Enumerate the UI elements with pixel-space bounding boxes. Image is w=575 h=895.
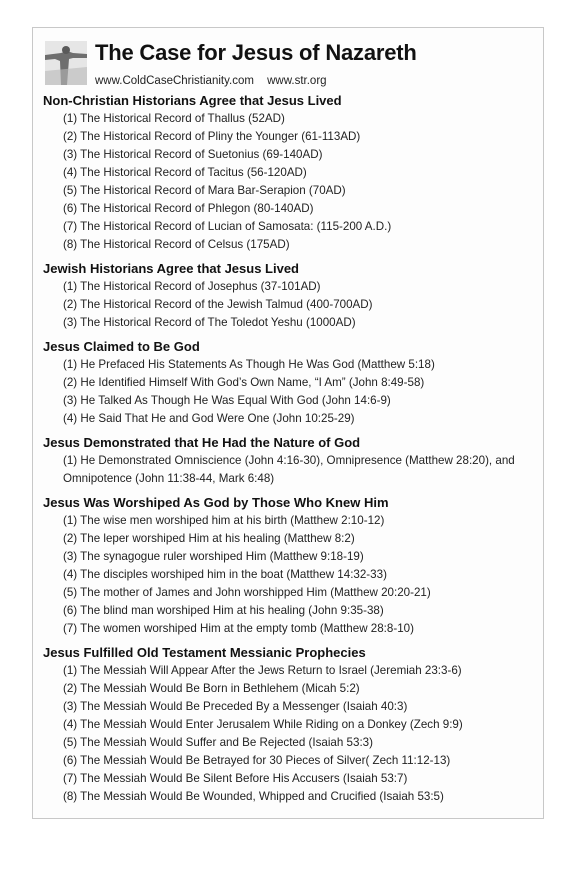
list-item: (1) The Historical Record of Thallus (52AD) (63, 112, 285, 125)
content (43, 92, 538, 812)
item-list (43, 110, 538, 254)
crucifix-icon (45, 41, 87, 85)
section-title: Jesus Demonstrated that He Had the Nature of God (43, 435, 361, 450)
list-item: (1) He Prefaced His Statements As Though He Was God (Matthew 5:18) (63, 358, 435, 371)
list-item: (3) He Talked As Though He Was Equal With God (John 14:6-9) (63, 394, 391, 407)
list-item: (6) The Messiah Would Be Betrayed for 30 Pieces of Silver( Zech 11:12-13) (63, 754, 451, 767)
list-item: (4) He Said That He and God Were One (John 10:25-29) (63, 412, 355, 425)
item-list (43, 356, 538, 428)
section-title: Jesus Claimed to Be God (43, 339, 200, 354)
list-item: (3) The synagogue ruler worshiped Him (Matthew 9:18-19) (63, 550, 364, 563)
section-title: Jesus Was Worshiped As God by Those Who Knew Him (43, 495, 389, 510)
section-title: Non-Christian Historians Agree that Jesus Lived (43, 93, 342, 108)
list-item: (6) The Historical Record of Phlegon (80-140AD) (63, 202, 314, 215)
item-list (43, 662, 538, 806)
list-item: (3) The Historical Record of The Toledot Yeshu (1000AD) (63, 316, 356, 329)
item-list (43, 452, 538, 488)
section-jewish-historians (43, 260, 538, 332)
list-item: (2) The Historical Record of the Jewish Talmud (400-700AD) (63, 298, 373, 311)
section-title: Jewish Historians Agree that Jesus Lived (43, 261, 299, 276)
list-item: (8) The Historical Record of Celsus (175AD) (63, 238, 290, 251)
list-item: (2) The Historical Record of Pliny the Younger (61-113AD) (63, 130, 361, 143)
list-item: (5) The Historical Record of Mara Bar-Serapion (70AD) (63, 184, 346, 197)
list-item: (5) The mother of James and John worshipped Him (Matthew 20:20-21) (63, 586, 431, 599)
list-item: (1) The wise men worshiped him at his birth (Matthew 2:10-12) (63, 514, 385, 527)
list-item: (6) The blind man worshiped Him at his healing (John 9:35-38) (63, 604, 384, 617)
list-item: (1) The Historical Record of Josephus (37-101AD) (63, 280, 321, 293)
list-item: (2) The Messiah Would Be Born in Bethlehem (Micah 5:2) (63, 682, 360, 695)
card (32, 27, 544, 819)
list-item: (3) The Messiah Would Be Preceded By a Messenger (Isaiah 40:3) (63, 700, 408, 713)
website-url-coldcase: www.ColdCaseChristianity.com (95, 75, 254, 87)
website-url-str: www.str.org (267, 75, 327, 87)
section-nature-of-god (43, 434, 538, 488)
list-item: (4) The disciples worshiped him in the boat (Matthew 14:32-33) (63, 568, 387, 581)
page-title: The Case for Jesus of Nazareth (95, 40, 417, 65)
list-item: (1) The Messiah Will Appear After the Jews Return to Israel (Jeremiah 23:3-6) (63, 664, 462, 677)
list-item: (2) The leper worshiped Him at his healing (Matthew 8:2) (63, 532, 355, 545)
section-non-christian-historians (43, 92, 538, 254)
item-list (43, 278, 538, 332)
section-jesus-claimed-god (43, 338, 538, 428)
list-item: (4) The Historical Record of Tacitus (56-120AD) (63, 166, 307, 179)
section-worshiped-as-god (43, 494, 538, 638)
list-item: (4) The Messiah Would Enter Jerusalem While Riding on a Donkey (Zech 9:9) (63, 718, 463, 731)
website-links (95, 75, 327, 87)
crucifix-logo (45, 41, 87, 85)
list-item: (7) The Historical Record of Lucian of Samosata: (115-200 A.D.) (63, 220, 392, 233)
section-title: Jesus Fulfilled Old Testament Messianic Prophecies (43, 645, 366, 660)
section-messianic-prophecies (43, 644, 538, 806)
list-item: (3) The Historical Record of Suetonius (69-140AD) (63, 148, 323, 161)
item-list (43, 512, 538, 638)
list-item: (5) The Messiah Would Suffer and Be Rejected (Isaiah 53:3) (63, 736, 373, 749)
list-item: (8) The Messiah Would Be Wounded, Whipped and Crucified (Isaiah 53:5) (63, 790, 444, 803)
list-item: (2) He Identified Himself With God’s Own Name, “I Am” (John 8:49-58) (63, 376, 425, 389)
list-item: (7) The women worshiped Him at the empty tomb (Matthew 28:8-10) (63, 622, 414, 635)
list-item: (1) He Demonstrated Omniscience (John 4:16-30), Omnipresence (Matthew 28:20), and Omnipotence (John 11:38-44, Mark 6:48) (63, 454, 515, 485)
list-item: (7) The Messiah Would Be Silent Before His Accusers (Isaiah 53:7) (63, 772, 408, 785)
